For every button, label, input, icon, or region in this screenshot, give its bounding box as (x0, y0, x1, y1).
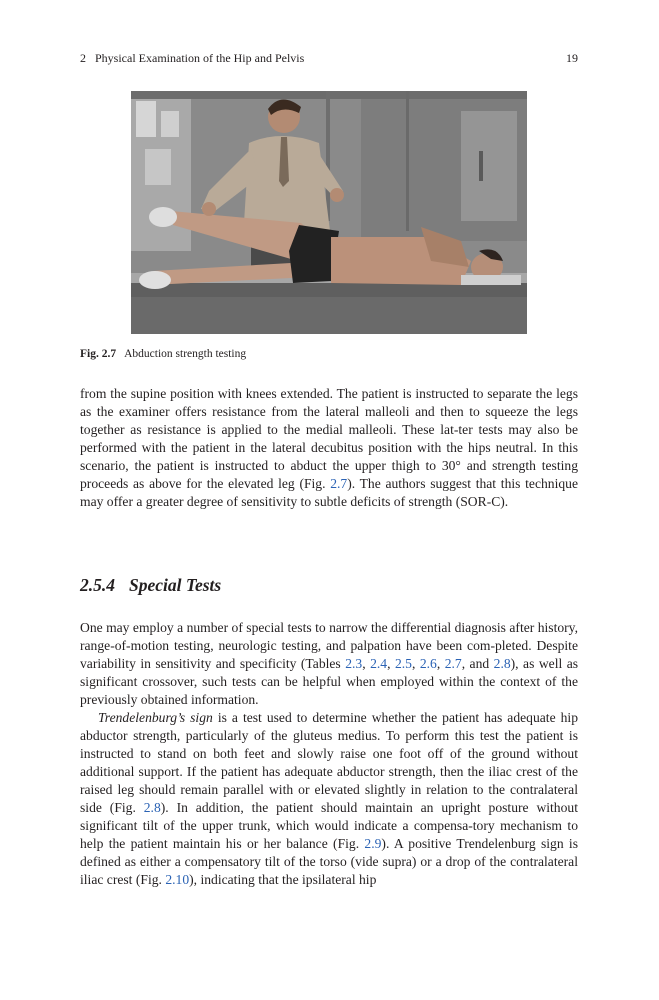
figure-caption (80, 347, 580, 362)
text-run: ). In addition, the patient should maintain an upright posture without significant tilt of the upper trunk, which would indicate a compensa-tory mechanism to help the patient maintain his or her balance (Fig. (80, 800, 578, 851)
section-number: 2.5.4 (80, 575, 115, 595)
body-paragraph (80, 619, 578, 709)
table-reference-link[interactable]: 2.5 (394, 656, 412, 671)
text-run: ), indicating that the ipsilateral hip (189, 872, 377, 887)
text-run: , and (461, 656, 494, 671)
table-reference-link[interactable]: 2.3 (345, 656, 363, 671)
figure-reference-link[interactable]: 2.8 (143, 800, 161, 815)
text-run: ), as well as significant crossover, such tests can be helpful when employed within the context of the previously obtained information. (80, 656, 579, 707)
body-paragraph (80, 709, 578, 889)
figure-reference-link[interactable]: 2.10 (165, 872, 190, 887)
figure-label: Fig. 2.7 (80, 348, 117, 360)
figure-caption-text: Abduction strength testing (124, 348, 247, 360)
text-run: ). A positive Trendelenburg sign is defined as either a compensatory tilt of the torso (vide supra) or a drop of the contralateral iliac crest (Fig. (80, 836, 578, 887)
page-number: 19 (566, 51, 578, 65)
text-run: , (411, 656, 420, 671)
term-trendelenburg-sign: Trendelenburg’s sign (98, 710, 213, 725)
abduction-test-photo (131, 91, 527, 334)
text-run: , (362, 656, 371, 671)
chapter-title: 2 Physical Examination of the Hip and Pelvis (80, 51, 305, 65)
section-heading (80, 574, 221, 596)
table-reference-link[interactable]: 2.8 (493, 656, 511, 671)
text-run: , (436, 656, 445, 671)
text-run: is a test used to determine whether the patient has adequate hip abductor strength, particularly of the gluteus medius. To perform this test the patient is instructed to stand on both feet and slowly raise one foot off of the ground without additional support. If the patient has adequate abductor strength, then the iliac crest of the raised leg should remain parallel with or elevated slightly in relation to the contralateral side (Fig. (80, 710, 578, 815)
text-run: , (387, 656, 395, 671)
table-reference-link[interactable]: 2.7 (444, 656, 462, 671)
figure-reference-link[interactable]: 2.9 (364, 836, 382, 851)
figure-reference-link[interactable]: 2.7 (330, 476, 348, 491)
text-run: ). The authors suggest that this technique may offer a greater degree of sensitivity to subtle deficits of strength (SOR-C). (80, 476, 578, 509)
body-paragraph (80, 385, 578, 511)
table-reference-link[interactable]: 2.4 (370, 656, 388, 671)
text-run: from the supine position with knees extended. The patient is instructed to separate the legs as the examiner offers resistance from the lateral malleoli and then to squeeze the legs together as resistance is applied to the medial malleoli. These lat-ter tests may also be performed with the patient in the lateral decubitus position with the hips neutral. In this scenario, the patient is instructed to abduct the upper thigh to 30° and strength testing proceeds as above for the elevated leg (Fig. (80, 386, 578, 491)
section-title: Special Tests (129, 575, 222, 595)
text-run: One may employ a number of special tests to narrow the differential diagnosis after history, range-of-motion testing, neurologic testing, and palpation have been com-pleted. Despite variability in sensitivity and specificity (Tables (80, 620, 578, 671)
table-reference-link[interactable]: 2.6 (419, 656, 437, 671)
figure-photo (131, 91, 527, 334)
